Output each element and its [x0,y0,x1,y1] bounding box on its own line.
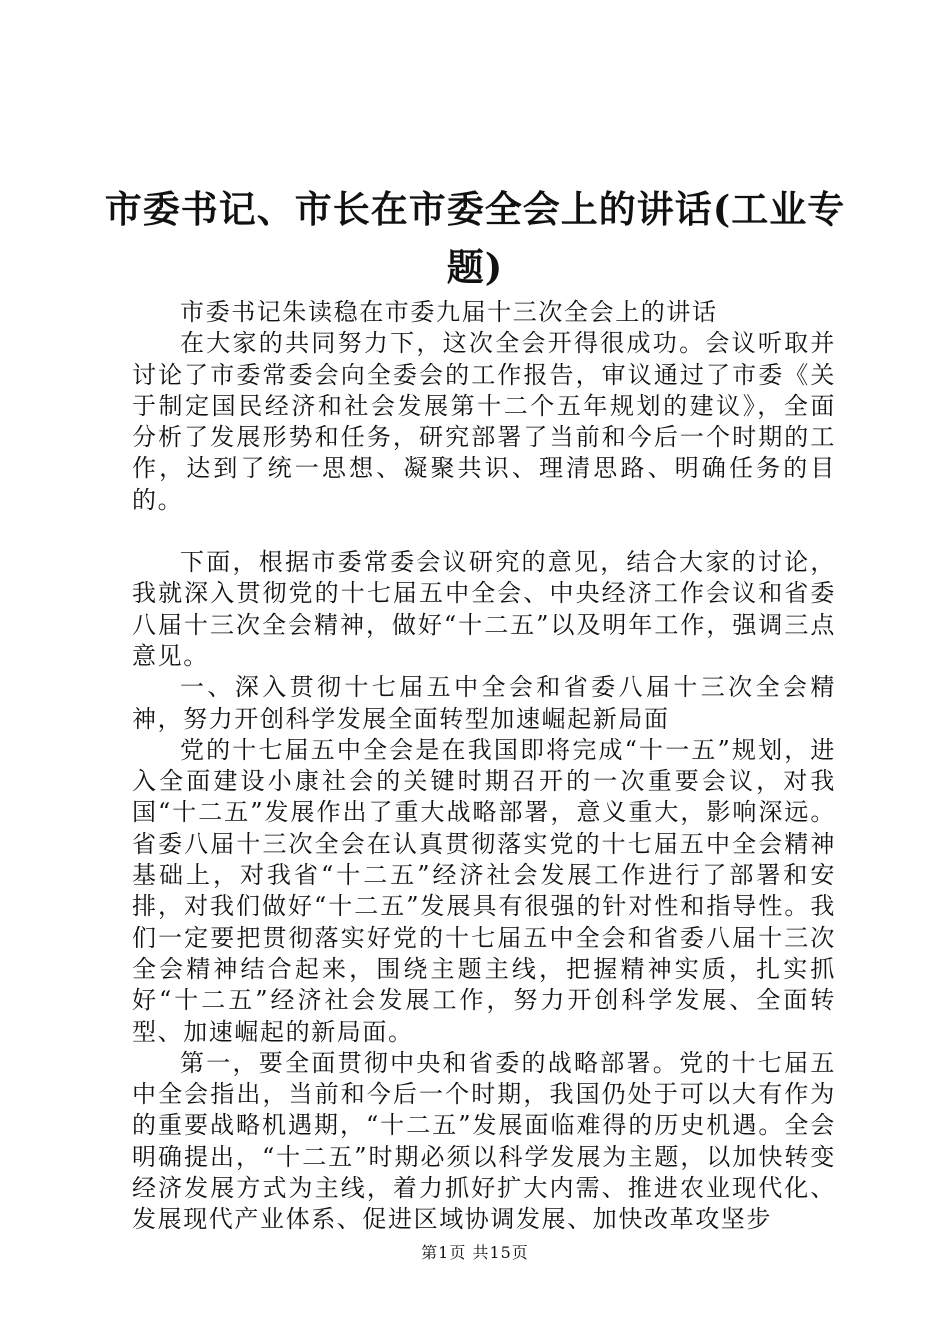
body-paragraph: 第一，要全面贯彻中央和省委的战略部署。党的十七届五中全会指出，当前和今后一个时期，我国仍处于可以大有作为的重要战略机遇期，“十二五”发展面临难得的历史机遇。全会明确提出，“十二五”时期必须以科学发展为主题，以加快转变经济发展方式为主线，着力抓好扩大内需、推进农业现代化、发展现代产业体系、促进区域协调发展、加快改革攻坚步 [132,1048,836,1234]
subtitle-paragraph: 市委书记朱读稳在市委九届十三次全会上的讲话 [180,298,718,326]
document-body [132,297,836,1236]
body-paragraph: 党的十七届五中全会是在我国即将完成“十一五”规划，进入全面建设小康社会的关键时期召开的一次重要会议，对我国“十二五”发展作出了重大战略部署，意义重大，影响深远。省委八届十三次全会在认真贯彻落实党的十七届五中全会精神基础上，对我省“十二五”经济社会发展工作进行了部署和安排，对我们做好“十二五”发展具有很强的针对性和指导性。我们一定要把贯彻落实好党的十七届五中全会和省委八届十三次全会精神结合起来，围绕主题主线，把握精神实质，扎实抓好“十二五”经济社会发展工作，努力开创科学发展、全面转型、加速崛起的新局面。 [132,735,836,1046]
page-footer: 第1页 共15页 [421,1243,529,1262]
section-heading: 一、深入贯彻十七届五中全会和省委八届十三次全会精神，努力开创科学发展全面转型加速崛起新局面 [132,673,836,733]
body-paragraph: 在大家的共同努力下，这次全会开得很成功。会议听取并讨论了市委常委会向全委会的工作报告，审议通过了市委《关于制定国民经济和社会发展第十二个五年规划的建议》，全面分析了发展形势和任务，研究部署了当前和今后一个时期的工作，达到了统一思想、凝聚共识、理清思路、明确任务的目的。 [132,329,836,514]
document-title: 市委书记、市长在市委全会上的讲话(工业专题) [104,187,846,289]
body-paragraph: 下面，根据市委常委会议研究的意见，结合大家的讨论，我就深入贯彻党的十七届五中全会、中央经济工作会议和省委八届十三次全会精神，做好“十二五”以及明年工作，强调三点意见。 [132,548,836,670]
